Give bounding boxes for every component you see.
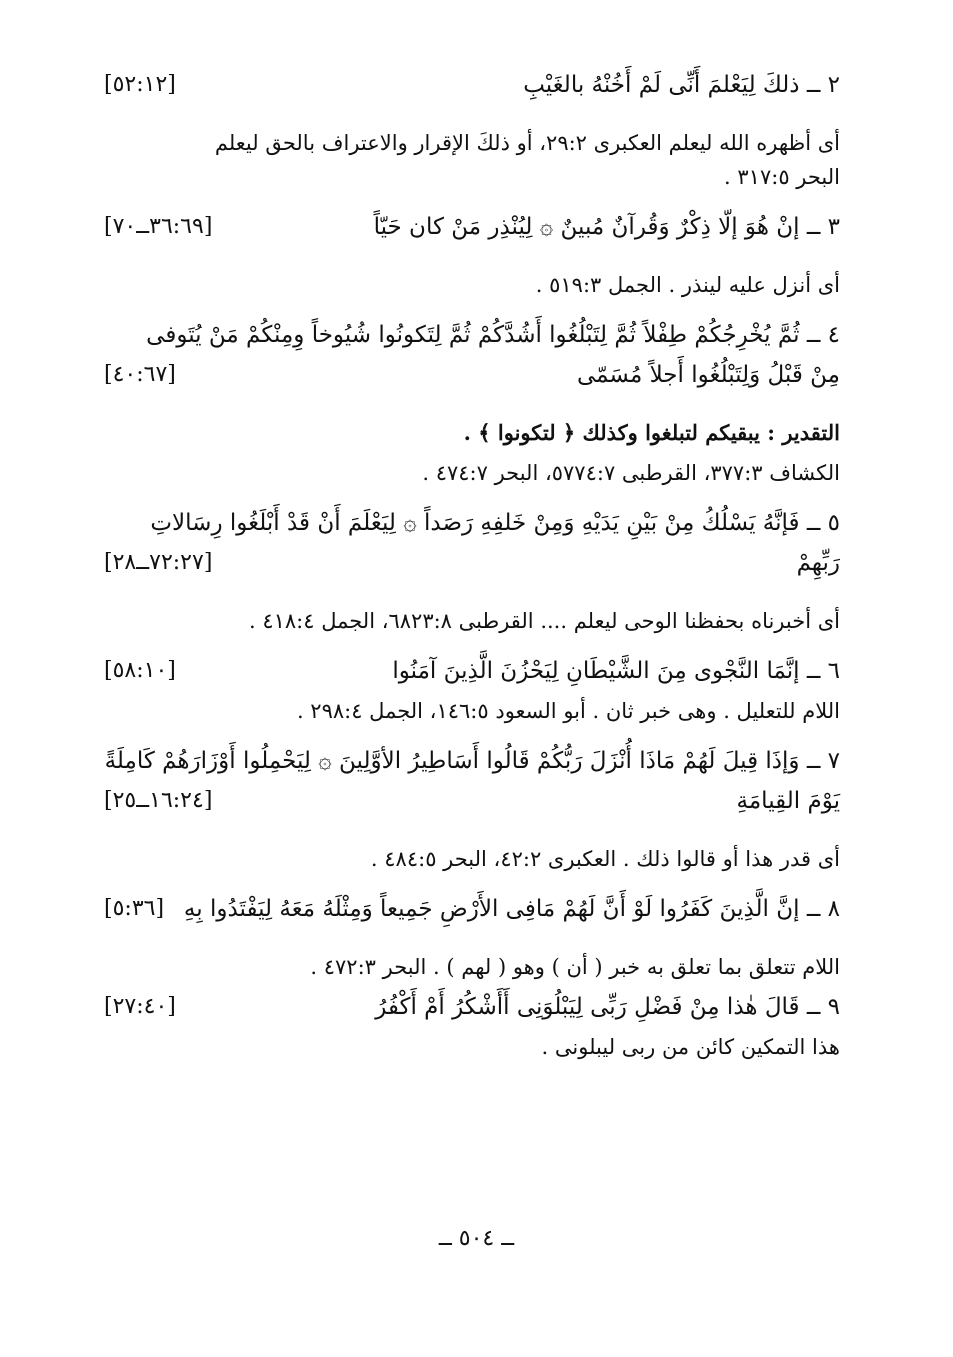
verse-line bbox=[104, 68, 840, 102]
verse-text: ٦ ــ إنَّمَا النَّجْوى مِنَ الشَّيْطَانِ لِيَحْزُنَ الَّذِينَ آمَنُوا bbox=[392, 658, 840, 684]
verse-text: يَوْمَ القِيامَةِ bbox=[736, 788, 840, 814]
note-line: اللام للتعليل . وهى خبر ثان . أبو السعود ١٤٦:٥، الجمل ٢٩٨:٤ . bbox=[296, 699, 840, 723]
note-line: أى أخبرناه بحفظنا الوحى ليعلم .... القرطبى ٦٨٢٣:٨، الجمل ٤١٨:٤ . bbox=[248, 609, 840, 633]
page-body bbox=[104, 68, 840, 1064]
page-number: ــ ٥٠٤ ــ bbox=[438, 1226, 515, 1251]
verse-line bbox=[104, 654, 840, 688]
verse-line bbox=[104, 990, 840, 1024]
note-line: التقدير : يبقيكم لتبلغوا وكذلك ﴿ لتكونوا ﴾ . bbox=[463, 420, 840, 445]
verse-reference: [٧٢:٢٧ــ٢٨] bbox=[104, 550, 213, 575]
verse-reference: [١٦:٢٤ــ٢٥] bbox=[104, 788, 213, 813]
verse-reference: [٥٨:١٠] bbox=[104, 658, 176, 683]
note-line: أى أنزل عليه لينذر . الجمل ٥١٩:٣ . bbox=[535, 273, 840, 297]
note-line: أى قدر هذا أو قالوا ذلك . العكبرى ٤٢:٢، البحر ٤٨٤:٥ . bbox=[370, 847, 840, 871]
verse-reference: [٣٦:٦٩ــ٧٠] bbox=[104, 214, 213, 239]
note-line: اللام تتعلق بما تعلق به خبر ( أن ) وهو ( لهم ) . البحر ٤٧٢:٣ . bbox=[310, 955, 840, 979]
verse-text: رَبِّهِمْ bbox=[796, 550, 840, 576]
verse-reference: [٥:٣٦] bbox=[104, 896, 165, 921]
verse-text: ٣ ــ إنْ هُوَ إلّا ذِكْرٌ وَقُرآنٌ مُبينٌ ۞ لِيُنْذِر مَنْ كان حَيّاً bbox=[373, 214, 840, 240]
verse-line bbox=[104, 546, 840, 580]
note-line: هذا التمكين كائن من ربى ليبلونى . bbox=[541, 1035, 840, 1059]
note-line: أى أظهره الله ليعلم العكبرى ٢٩:٢، أو ذلكَ الإقرار والاعتراف بالحق ليعلم bbox=[214, 131, 840, 155]
verse-line: ٤ ــ ثُمَّ يُخْرِجُكُمْ طِفْلاً ثُمَّ لِتَبْلُغُوا أَشُدَّكُمْ ثُمَّ لِتَكونُوا شُيُوخاً وِمِنْكُمْ مَنْ يُتَوفى bbox=[146, 322, 840, 348]
note-line: الكشاف ٣٧٧:٣، القرطبى ٥٧٧٤:٧، البحر ٤٧٤:٧ . bbox=[422, 461, 840, 485]
verse-line bbox=[104, 210, 840, 244]
verse-line: ٥ ــ فَإنَّهُ يَسْلُكُ مِنْ بَيْنِ يَدَيْهِ وَمِنْ خَلفِهِ رَصَداً ۞ لِيَعْلَمَ أَنْ قَدْ أَبْلَغُوا رِسَالاتِ bbox=[150, 510, 840, 536]
note-line: البحر ٣١٧:٥ . bbox=[724, 165, 840, 189]
verse-text: مِنْ قَبْلُ وَلِتَبْلُغُوا أَجلاً مُسَمّى bbox=[576, 362, 840, 388]
verse-line: ٧ ــ وَإذَا قِيلَ لَهُمْ مَاذَا أُنْزَلَ رَبُّكُمْ قَالُوا أَسَاطِيرُ الأوَّلِينَ ۞ لِيَحْمِلُوا أَوْزَارَهُمْ كَامِلَةً bbox=[104, 748, 840, 774]
verse-text: ٨ ــ إنَّ الَّذِينَ كَفَرُوا لَوْ أَنَّ لَهُمْ مَافِى الأَرْضِ جَمِيعاً وَمِثْلَهُ مَعَهُ لِيَفْتَدُوا بِهِ bbox=[183, 896, 840, 922]
verse-reference: [٥٢:١٢] bbox=[104, 72, 176, 97]
verse-reference: [٤٠:٦٧] bbox=[104, 362, 176, 387]
verse-line bbox=[104, 358, 840, 392]
verse-line bbox=[104, 784, 840, 818]
verse-line bbox=[104, 892, 840, 926]
verse-reference: [٢٧:٤٠] bbox=[104, 994, 176, 1019]
verse-text: ٢ ــ ذلكَ لِيَعْلمَ أَنِّى لَمْ أَخُنْهُ بالغَيْبِ bbox=[523, 72, 840, 98]
verse-text: ٩ ــ قَالَ هٰذا مِنْ فَضْلِ رَبِّى لِيَبْلُوَنِى أَأَشْكُرُ أَمْ أَكْفُرُ bbox=[375, 994, 840, 1020]
